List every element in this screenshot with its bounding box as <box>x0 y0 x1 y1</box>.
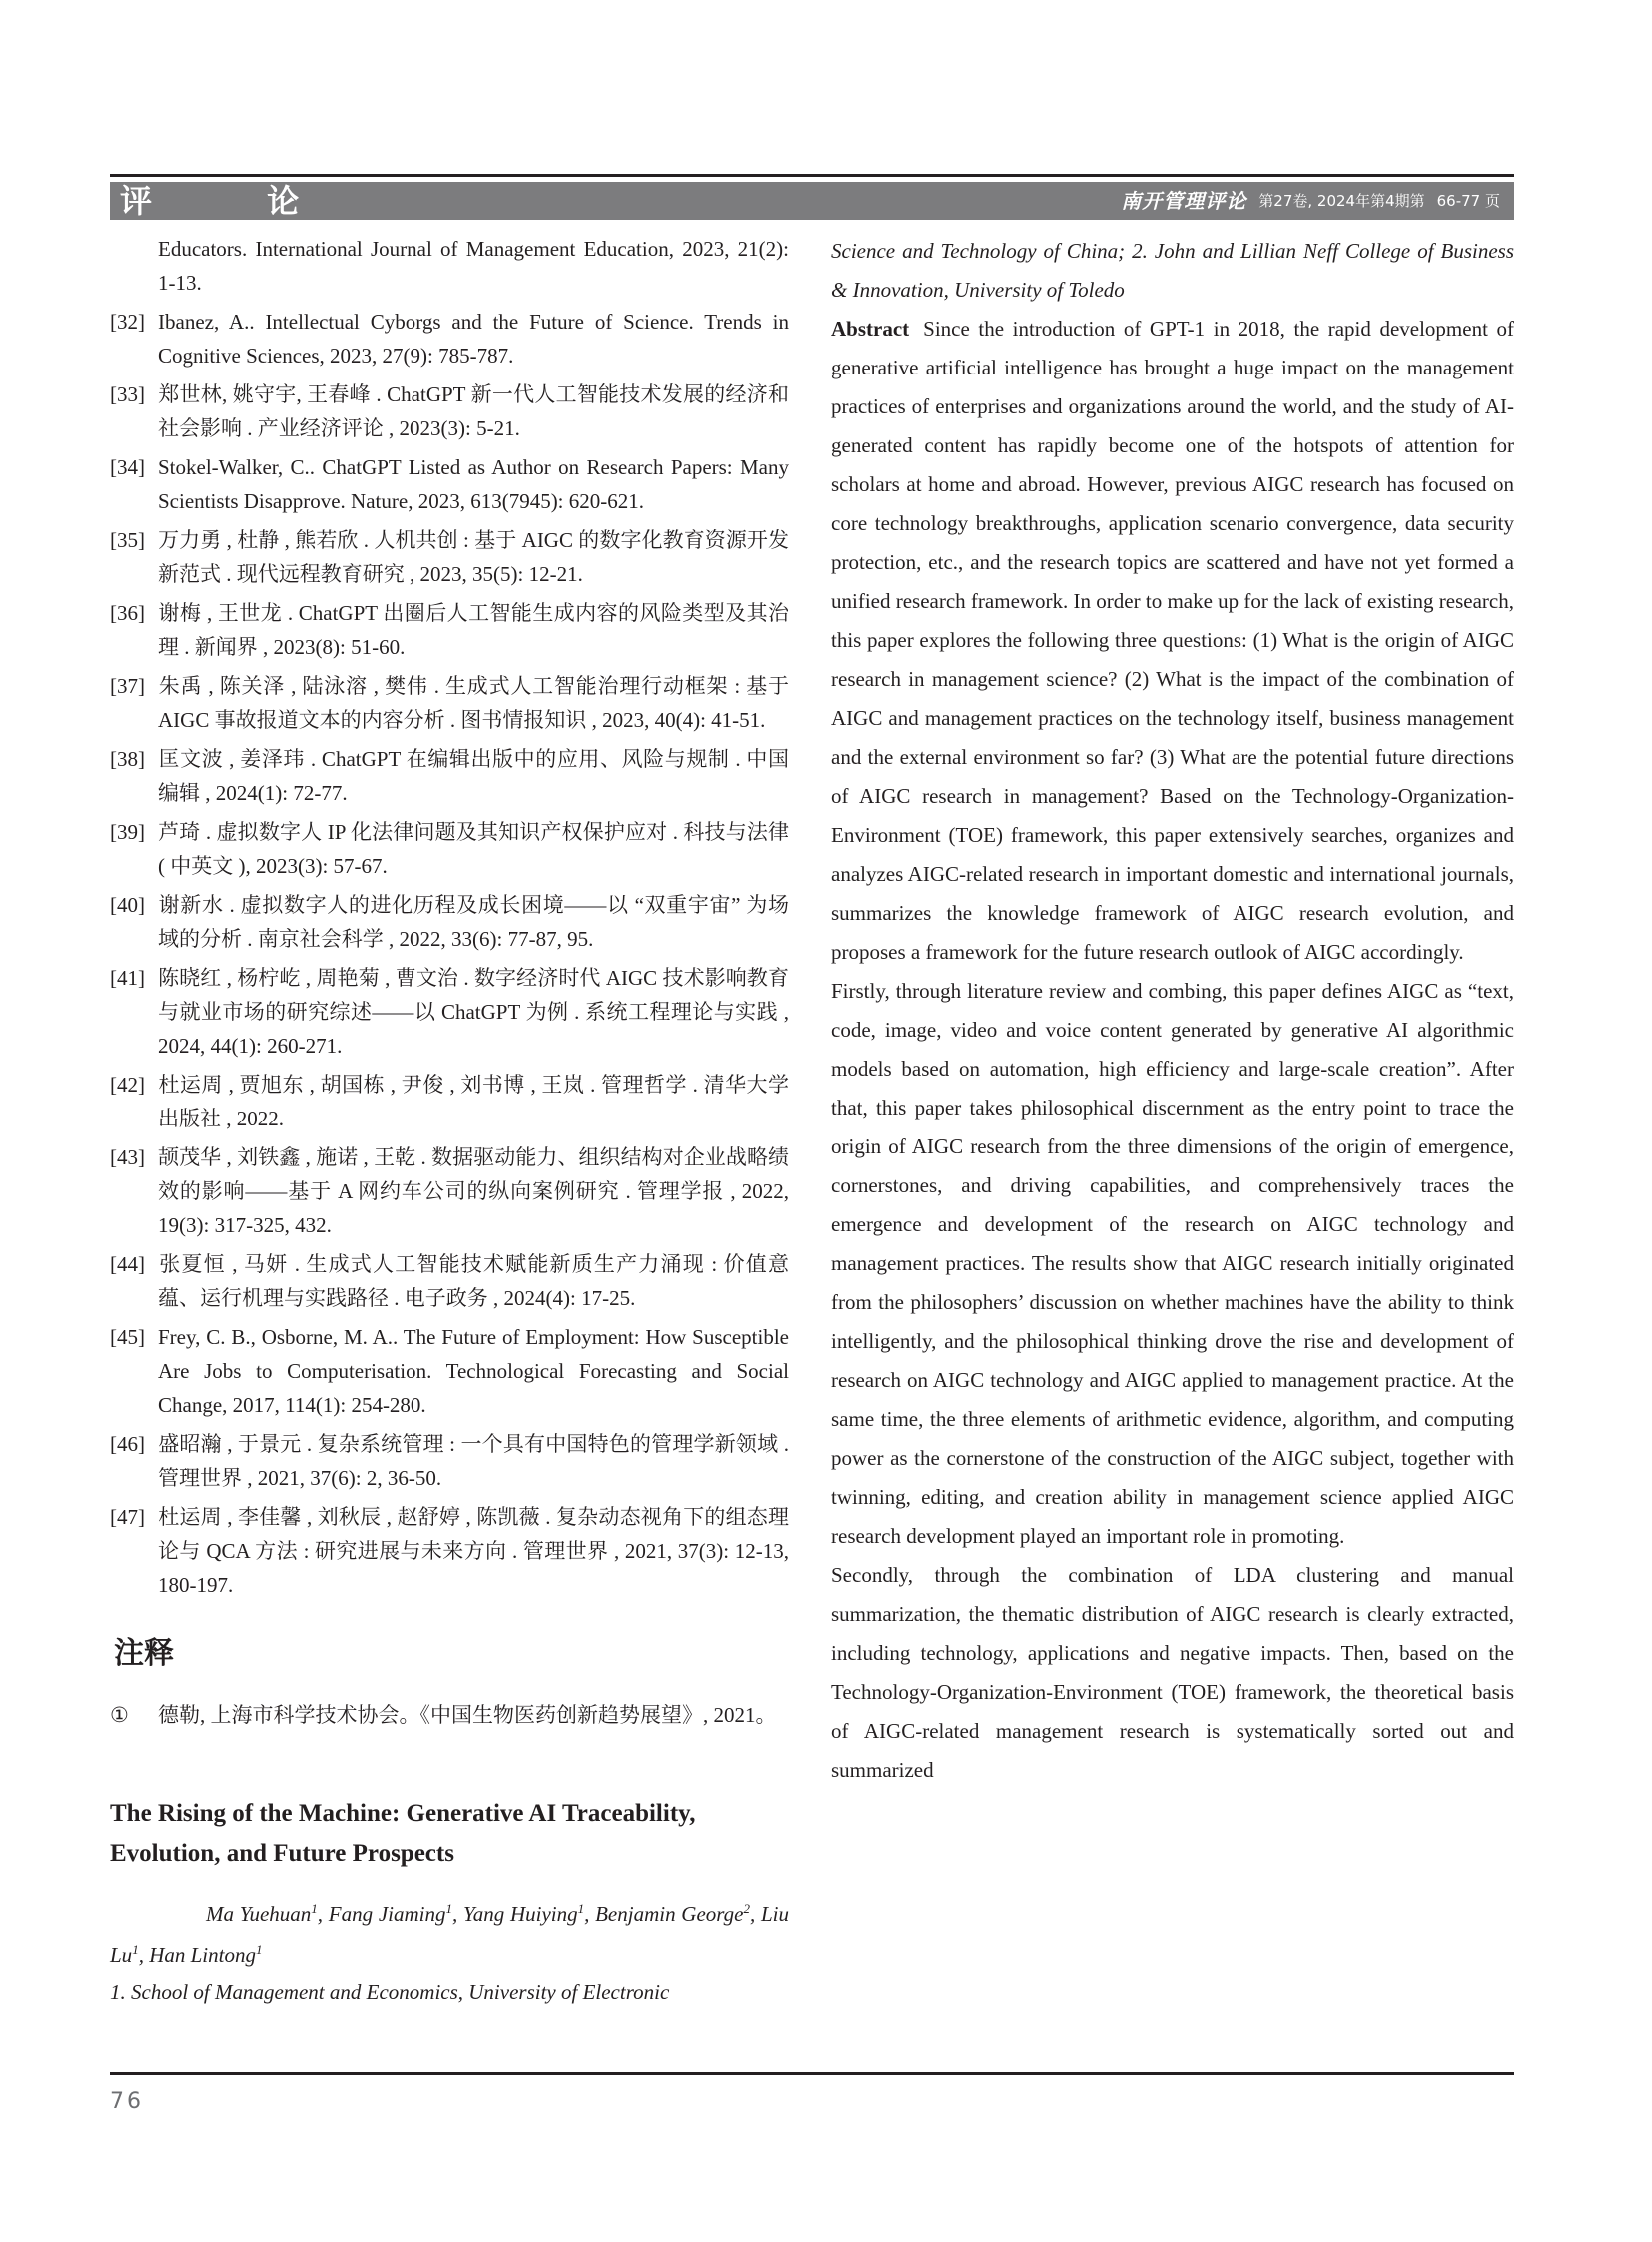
affiliation-line: 1. School of Management and Economics, University of Electronic <box>110 1980 670 2004</box>
reference-text: Stokel-Walker, C.. ChatGPT Listed as Author on Research Papers: Many Scientists Disapprove. Nature, 2023, 613(7945): 620-621. <box>158 455 789 513</box>
note-text: 德勒, 上海市科学技术协会。《中国生物医药创新趋势展望》, 2021。 <box>158 1703 777 1727</box>
reference-item <box>110 377 789 445</box>
abstract-paragraph-3: Secondly, through the combination of LDA clustering and manual summarization, the thematic distribution of AIGC research is clearly extracted, including technology, applications and negative impacts. Then, based on the Technology-Organization-Environment (TOE) framework, the theoretical basis of AIGC-related management research is systematically sorted out and summarized <box>831 1563 1514 1782</box>
reference-item <box>110 1500 789 1602</box>
reference-text: 陈晓红 , 杨柠屹 , 周艳菊 , 曹文治 . 数字经济时代 AIGC 技术影响教育与就业市场的研究综述——以 ChatGPT 为例 . 系统工程理论与实践 , 2024, 44(1): 260-271. <box>158 966 789 1058</box>
reference-text: 谢新水 . 虚拟数字人的进化历程及成长困境——以 “双重宇宙” 为场域的分析 . 南京社会科学 , 2022, 33(6): 77-87, 95. <box>158 893 789 951</box>
reference-item <box>110 450 789 518</box>
english-title: The Rising of the Machine: Generative AI Traceability, Evolution, and Future Prospects <box>110 1800 696 1867</box>
notes-heading: 注释 <box>114 1636 174 1671</box>
reference-number: [36] <box>110 601 145 625</box>
reference-continued: Educators. International Journal of Management Education, 2023, 21(2): 1-13. <box>158 237 789 295</box>
reference-number: [47] <box>110 1505 145 1529</box>
reference-text: 芦琦 . 虚拟数字人 IP 化法律问题及其知识产权保护应对 . 科技与法律 ( 中英文 ), 2023(3): 57-67. <box>158 820 789 878</box>
reference-number: [37] <box>110 674 145 698</box>
footer-rule <box>110 2072 1514 2075</box>
abstract-label: Abstract <box>831 317 910 341</box>
reference-text: Frey, C. B., Osborne, M. A.. The Future of Employment: How Susceptible Are Jobs to Computerisation. Technological Forecasting and Social Change, 2017, 114(1): 254-280. <box>158 1325 789 1417</box>
reference-number: [44] <box>110 1252 145 1276</box>
reference-item <box>110 596 789 664</box>
reference-item <box>110 1068 789 1135</box>
reference-text: 朱禹 , 陈关泽 , 陆泳溶 , 樊伟 . 生成式人工智能治理行动框架 : 基于 AIGC 事故报道文本的内容分析 . 图书情报知识 , 2023, 40(4): 41-51. <box>158 674 789 732</box>
reference-list <box>110 305 789 1602</box>
reference-text: 谢梅 , 王世龙 . ChatGPT 出圈后人工智能生成内容的风险类型及其治理 . 新闻界 , 2023(8): 51-60. <box>158 601 789 659</box>
reference-number: [41] <box>110 966 145 990</box>
abstract-paragraph-1 <box>831 310 1514 972</box>
reference-number: [45] <box>110 1325 145 1349</box>
reference-number: [33] <box>110 382 145 406</box>
reference-text: 万力勇 , 杜静 , 熊若欣 . 人机共创 : 基于 AIGC 的数字化教育资源开发新范式 . 现代远程教育研究 , 2023, 35(5): 12-21. <box>158 528 789 586</box>
notes-list <box>110 1698 789 1732</box>
affiliation-continued: Science and Technology of China; 2. John and Lillian Neff College of Business & Innovation, University of Toledo <box>831 239 1514 302</box>
reference-number: [43] <box>110 1145 145 1169</box>
reference-item <box>110 305 789 373</box>
reference-number: [34] <box>110 455 145 479</box>
issue-info: 第27卷, 2024年第4期第 <box>1258 192 1425 210</box>
note-number: ① <box>110 1703 129 1727</box>
reference-text: 盛昭瀚 , 于景元 . 复杂系统管理 : 一个具有中国特色的管理学新领域 . 管理世界 , 2021, 37(6): 2, 36-50. <box>158 1432 789 1490</box>
reference-text: 张夏恒 , 马妍 . 生成式人工智能技术赋能新质生产力涌现 : 价值意蕴、运行机理与实践路径 . 电子政务 , 2024(4): 17-25. <box>158 1252 789 1310</box>
reference-text: 郑世林, 姚守宇, 王春峰 . ChatGPT 新一代人工智能技术发展的经济和社会影响 . 产业经济评论 , 2023(3): 5-21. <box>158 382 789 440</box>
header-top-rule <box>110 174 1514 177</box>
reference-text: 颉茂华 , 刘铁鑫 , 施诺 , 王乾 . 数据驱动能力、组织结构对企业战略绩效的影响——基于 A 网约车公司的纵向案例研究 . 管理学报 , 2022, 19(3): 317-325, 432. <box>158 1145 789 1237</box>
reference-number: [40] <box>110 893 145 917</box>
reference-item <box>110 1247 789 1315</box>
reference-text: 杜运周 , 贾旭东 , 胡国栋 , 尹俊 , 刘书博 , 王岚 . 管理哲学 . 清华大学出版社 , 2022. <box>158 1073 789 1130</box>
page-number: 76 <box>110 2089 144 2114</box>
reference-item <box>110 1320 789 1422</box>
reference-number: [42] <box>110 1073 145 1097</box>
reference-item <box>110 1427 789 1495</box>
left-column <box>110 232 789 2012</box>
reference-item <box>110 815 789 883</box>
reference-number: [35] <box>110 528 145 552</box>
reference-number: [46] <box>110 1432 145 1456</box>
reference-item <box>110 961 789 1063</box>
right-column <box>831 232 1514 1790</box>
section-tag: 评 论 <box>120 182 352 220</box>
english-authors: Ma Yuehuan$^1$, Fang Jiaming$^1$, Yang Huiying$^1$, Benjamin George$^2$, Liu Lu$^1$, Han Lintong$^1$ <box>110 1901 789 1967</box>
reference-number: [32] <box>110 310 145 334</box>
reference-item <box>110 523 789 591</box>
reference-text: 匡文波 , 姜泽玮 . ChatGPT 在编辑出版中的应用、风险与规制 . 中国编辑 , 2024(1): 72-77. <box>158 747 789 805</box>
reference-number: [38] <box>110 747 145 771</box>
reference-item <box>110 742 789 810</box>
note-item <box>110 1698 789 1732</box>
reference-item <box>110 669 789 737</box>
reference-text: 杜运周 , 李佳馨 , 刘秋辰 , 赵舒婷 , 陈凯薇 . 复杂动态视角下的组态理论与 QCA 方法 : 研究进展与未来方向 . 管理世界 , 2021, 37(3): 12-13, 180-197. <box>158 1505 789 1597</box>
reference-item <box>110 888 789 956</box>
abstract-paragraph-2: Firstly, through literature review and combing, this paper defines AIGC as “text, code, image, video and voice content generated by generative AI algorithmic models based on automation, high efficiency and large-scale creation”. After that, this paper takes philosophical discernment as the entry point to trace the origin of AIGC research from the three dimensions of the origin of emergence, cornerstones, and driving capabilities, and comprehensively traces the emergence and development of the research on AIGC technology and management practices. The results show that AIGC research initially originated from the philosophers’ discussion on whether machines have the ability to think intelligently, and the philosophical thinking drove the rise and development of research on AIGC technology and AIGC applied to management practice. At the same time, the three elements of arithmetic evidence, algorithm, and computing power as the cornerstone of the construction of the AIGC subject, together with twinning, editing, and creation ability in management science applied AIGC research development played an important role in promoting. <box>831 979 1514 1548</box>
journal-info <box>1121 182 1500 220</box>
reference-item <box>110 1140 789 1242</box>
page-range: 66-77 页 <box>1436 192 1500 210</box>
reference-number: [39] <box>110 820 145 844</box>
running-header <box>110 182 1514 220</box>
journal-name: 南开管理评论 <box>1121 189 1247 213</box>
abstract-text-1: Since the introduction of GPT-1 in 2018, the rapid development of generative artificial intelligence has brought a huge impact on the management practices of enterprises and organizations around the world, and the study of AI-generated content has rapidly become one of the hotspots of attention for scholars at home and abroad. However, previous AIGC research has focused on core technology breakthroughs, application scenario convergence, data security protection, etc., and the research topics are scattered and have not yet formed a unified research framework. In order to make up for the lack of existing research, this paper explores the following three questions: (1) What is the origin of AIGC research in management science? (2) What is the impact of the combination of AIGC and management practices on the technology itself, business management and the external environment so far? (3) What are the potential future directions of AIGC research in management? Based on the Technology-Organization-Environment (TOE) framework, this paper extensively searches, organizes and analyzes AIGC-related research in important domestic and international journals, summarizes the knowledge framework of AIGC research evolution, and proposes a framework for the future research outlook of AIGC accordingly. <box>831 317 1514 964</box>
reference-text: Ibanez, A.. Intellectual Cyborgs and the Future of Science. Trends in Cognitive Sciences, 2023, 27(9): 785-787. <box>158 310 789 368</box>
